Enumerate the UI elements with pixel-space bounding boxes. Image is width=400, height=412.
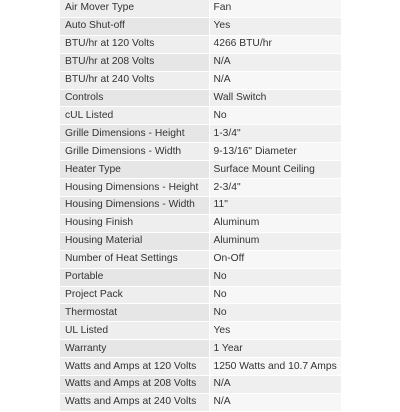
table-row [60, 17, 341, 35]
spec-label: Watts and Amps at 208 Volts [60, 376, 209, 394]
spec-value: 1 Year [209, 340, 341, 358]
table-row [60, 196, 341, 214]
table-row [60, 107, 341, 125]
spec-value: Aluminum [209, 232, 341, 250]
spec-label: Auto Shut-off [60, 17, 209, 35]
spec-value: No [209, 286, 341, 304]
spec-label: Grille Dimensions - Height [60, 125, 209, 143]
table-row [60, 161, 341, 179]
table-row [60, 286, 341, 304]
spec-value: N/A [209, 393, 341, 411]
spec-value: N/A [209, 71, 341, 89]
spec-value: 11" [209, 196, 341, 214]
table-row [60, 35, 341, 53]
spec-label: Portable [60, 268, 209, 286]
spec-label: Air Mover Type [60, 0, 209, 17]
table-row [60, 393, 341, 411]
spec-value: Fan [209, 0, 341, 17]
spec-label: Thermostat [60, 304, 209, 322]
spec-label: Controls [60, 89, 209, 107]
table-row [60, 71, 341, 89]
table-row [60, 214, 341, 232]
spec-label: Project Pack [60, 286, 209, 304]
table-row [60, 0, 341, 17]
spec-value: N/A [209, 376, 341, 394]
spec-label: Watts and Amps at 120 Volts [60, 358, 209, 376]
spec-label: BTU/hr at 120 Volts [60, 35, 209, 53]
table-row [60, 179, 341, 197]
table-row [60, 250, 341, 268]
spec-table-body [60, 0, 341, 411]
spec-label: Grille Dimensions - Width [60, 143, 209, 161]
table-row [60, 304, 341, 322]
spec-label: Housing Finish [60, 214, 209, 232]
spec-table [60, 0, 342, 412]
spec-value: 4266 BTU/hr [209, 35, 341, 53]
spec-value: On-Off [209, 250, 341, 268]
spec-value: N/A [209, 53, 341, 71]
spec-label: Number of Heat Settings [60, 250, 209, 268]
spec-value: Aluminum [209, 214, 341, 232]
spec-label: Warranty [60, 340, 209, 358]
spec-value: 1-3/4" [209, 125, 341, 143]
spec-label: Heater Type [60, 161, 209, 179]
spec-label: Housing Dimensions - Width [60, 196, 209, 214]
table-row [60, 53, 341, 71]
spec-value: No [209, 268, 341, 286]
table-row [60, 143, 341, 161]
spec-value: 9-13/16" Diameter [209, 143, 341, 161]
table-row [60, 89, 341, 107]
spec-label: BTU/hr at 240 Volts [60, 71, 209, 89]
table-row [60, 340, 341, 358]
spec-value: 2-3/4" [209, 179, 341, 197]
spec-label: Housing Material [60, 232, 209, 250]
spec-value: 1250 Watts and 10.7 Amps [209, 358, 341, 376]
spec-value: No [209, 304, 341, 322]
spec-label: Housing Dimensions - Height [60, 179, 209, 197]
spec-label: BTU/hr at 208 Volts [60, 53, 209, 71]
spec-label: cUL Listed [60, 107, 209, 125]
spec-value: Wall Switch [209, 89, 341, 107]
spec-table-container [60, 0, 341, 408]
spec-label: UL Listed [60, 322, 209, 340]
spec-value: Surface Mount Ceiling [209, 161, 341, 179]
spec-value: Yes [209, 322, 341, 340]
spec-label: Watts and Amps at 240 Volts [60, 393, 209, 411]
table-row [60, 232, 341, 250]
table-row [60, 358, 341, 376]
spec-value: No [209, 107, 341, 125]
spec-value: Yes [209, 17, 341, 35]
table-row [60, 125, 341, 143]
table-row [60, 322, 341, 340]
table-row [60, 268, 341, 286]
table-row [60, 376, 341, 394]
